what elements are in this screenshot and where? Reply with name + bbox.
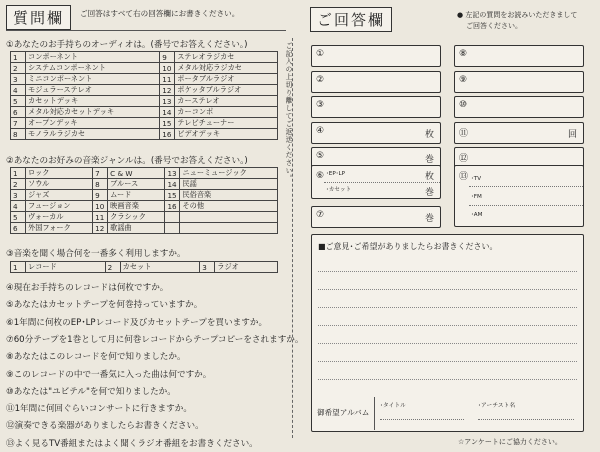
genre-options-table <box>10 167 278 234</box>
answer-number: ⑧ <box>459 49 468 59</box>
question-item: ④現在お手持ちのレコードは何枚ですか。 <box>6 283 169 293</box>
answer-box-13[interactable] <box>454 165 584 227</box>
box13-divider <box>469 186 583 187</box>
tapes-unit: 巻 <box>424 188 434 198</box>
option-number <box>165 223 180 234</box>
option-number: 9 <box>160 52 175 63</box>
option-label: ステレオラジカセ <box>175 52 278 63</box>
answer-box-7[interactable] <box>311 206 441 228</box>
option-label: ロック <box>26 168 93 179</box>
option-number: 1 <box>11 168 26 179</box>
option-label: ラジオ <box>215 262 278 273</box>
option-label: カーステレオ <box>175 96 278 107</box>
option-number: 4 <box>11 201 26 212</box>
option-label: ヴォーカル <box>26 212 93 223</box>
answer-number: ⑬ <box>459 172 469 182</box>
option-number: 9 <box>93 190 108 201</box>
option-label <box>180 223 278 234</box>
answer-box[interactable] <box>454 45 584 67</box>
option-label: メタル対応カセットデッキ <box>26 107 160 118</box>
answer-unit: 巻 <box>424 155 434 165</box>
option-number: 8 <box>93 179 108 190</box>
comments-title: ■ご意見･ご希望がありましたらお書きください。 <box>318 242 498 251</box>
answer-number: ⑦ <box>316 210 325 220</box>
question-2: ②あなたのお好みの音楽ジャンルは。(番号でお答えください。) <box>6 156 248 166</box>
question-1: ①あなたのお手持ちのオーディオは。(番号でお答えください。) <box>6 40 248 50</box>
tv-label: ･TV <box>471 176 482 182</box>
answer-number: ⑫ <box>459 154 469 164</box>
answer-unit: 巻 <box>424 214 434 224</box>
answer-box-6[interactable] <box>311 165 441 199</box>
option-number: 2 <box>105 262 120 273</box>
answer-number: ⑤ <box>316 151 325 161</box>
answer-box[interactable] <box>311 71 441 93</box>
option-label: カセットデッキ <box>26 96 160 107</box>
media-options-table <box>10 261 278 273</box>
question-item: ⑦60分テープを1巻として月に何巻レコードからテープコピーをされますか。 <box>6 334 304 345</box>
option-label: モジュラーステレオ <box>26 85 160 96</box>
option-number: 13 <box>160 96 175 107</box>
option-label: ミニコンポーネント <box>26 74 160 85</box>
option-label: 映画音楽 <box>108 201 165 212</box>
option-number: 3 <box>11 74 26 85</box>
answer-unit: 回 <box>567 129 577 140</box>
option-number: 12 <box>160 85 175 96</box>
answer-unit: 枚 <box>424 129 434 140</box>
option-label <box>180 212 278 223</box>
option-number: 13 <box>165 168 180 179</box>
option-label: その他 <box>180 201 278 212</box>
comments-box[interactable] <box>311 234 584 432</box>
option-label: ムード <box>108 190 165 201</box>
comment-line <box>318 325 577 326</box>
option-label: 歌謡曲 <box>108 223 165 234</box>
answer-number: ② <box>316 74 325 85</box>
option-number: 5 <box>11 96 26 107</box>
option-row <box>11 52 278 63</box>
answer-box[interactable] <box>311 96 441 118</box>
option-label: 民謡 <box>180 179 278 190</box>
option-number: 16 <box>165 201 180 212</box>
cassette-label: ･カセット <box>326 187 352 193</box>
option-number: 1 <box>11 262 26 273</box>
option-number: 7 <box>93 168 108 179</box>
comment-line <box>318 379 577 380</box>
option-row <box>11 212 278 223</box>
option-row <box>11 168 278 179</box>
option-row <box>11 96 278 107</box>
option-number: 12 <box>93 223 108 234</box>
answer-number: ⑨ <box>459 74 468 85</box>
option-label: テレビチューナー <box>175 118 278 129</box>
answer-box[interactable] <box>311 45 441 67</box>
option-number: 6 <box>11 107 26 118</box>
comment-line <box>318 361 577 362</box>
answer-number: ⑥ <box>316 171 325 181</box>
option-number: 11 <box>160 74 175 85</box>
option-number <box>165 212 180 223</box>
option-label: ポータブルラジオ <box>175 74 278 85</box>
answers-note-2: ご回答ください。 <box>466 22 522 30</box>
comment-line <box>318 343 577 344</box>
option-row <box>11 129 278 140</box>
am-label: ･AM <box>471 212 483 218</box>
question-3: ③音楽を聞く場合何を一番多く利用しますか。 <box>6 249 186 259</box>
records-unit: 枚 <box>424 172 434 182</box>
question-item: ⑬よく見るTV番組またはよく聞くラジオ番組をお書きください。 <box>6 438 258 449</box>
option-number: 2 <box>11 63 26 74</box>
answer-box[interactable] <box>454 122 584 144</box>
questions-title: 質問欄 <box>6 5 71 30</box>
option-label: フュージョン <box>26 201 93 212</box>
option-number: 3 <box>200 262 215 273</box>
option-number: 2 <box>11 179 26 190</box>
option-number: 10 <box>160 63 175 74</box>
option-label: 民俗音楽 <box>180 190 278 201</box>
cut-instruction: ご記入の上切り離してご返送ください。 <box>284 42 292 183</box>
box13-divider <box>469 205 583 206</box>
album-artist-line <box>478 419 574 420</box>
option-label: ソウル <box>26 179 93 190</box>
audio-options-table <box>10 51 278 140</box>
option-label: ポケッタブルラジオ <box>175 85 278 96</box>
option-label: クラシック <box>108 212 165 223</box>
answer-box[interactable] <box>311 122 441 144</box>
album-title-label: ･タイトル <box>380 403 406 409</box>
question-item: ⑨このレコードの中で一番気に入った曲は何ですか。 <box>6 369 212 380</box>
option-row <box>11 85 278 96</box>
option-row <box>11 118 278 129</box>
title-underline <box>6 30 286 31</box>
option-label: C & W <box>108 168 165 179</box>
option-row <box>11 63 278 74</box>
option-row <box>11 223 278 234</box>
question-item: ⑫演奏できる楽器がありましたらお書きください。 <box>6 421 204 432</box>
question-item: ⑪1年間に何回ぐらいコンサートに行きますか。 <box>6 404 192 415</box>
answer-number: ⑪ <box>459 128 469 139</box>
option-label: レコード <box>26 262 106 273</box>
option-number: 14 <box>160 107 175 118</box>
option-label: モノラルラジカセ <box>26 129 160 140</box>
option-label: カーコンポ <box>175 107 278 118</box>
option-number: 15 <box>165 190 180 201</box>
option-number: 11 <box>93 212 108 223</box>
option-number: 5 <box>11 212 26 223</box>
answer-number: ③ <box>316 100 325 110</box>
option-row <box>11 262 278 273</box>
fm-label: ･FM <box>471 194 482 200</box>
question-item: ⑧あなたはこのレコードを何で知りましたか。 <box>6 352 186 363</box>
option-label: メタル対応ラジカセ <box>175 63 278 74</box>
option-number: 1 <box>11 52 26 63</box>
option-number: 4 <box>11 85 26 96</box>
option-label: ビデオデッキ <box>175 129 278 140</box>
question-item: ⑥1年間に何枚のEP･LPレコード及びカセットテープを買いますか。 <box>6 317 268 328</box>
option-label: ブルース <box>108 179 165 190</box>
answer-number: ⑩ <box>459 100 468 110</box>
question-item: ⑤あなたはカセットテープを何巻持っていますか。 <box>6 300 203 311</box>
answers-note-1: ● 左記の質問をお読みいただきまして <box>457 11 578 19</box>
album-title-line <box>380 419 464 420</box>
option-label: オープンデッキ <box>26 118 160 129</box>
comment-line <box>318 289 577 290</box>
album-artist-label: ･アーチスト名 <box>478 403 516 409</box>
option-number: 14 <box>165 179 180 190</box>
option-row <box>11 190 278 201</box>
option-row <box>11 179 278 190</box>
option-number: 8 <box>11 129 26 140</box>
box6-divider <box>324 182 440 183</box>
option-number: 3 <box>11 190 26 201</box>
ep-lp-label: ･EP･LP <box>326 171 345 177</box>
option-number: 7 <box>11 118 26 129</box>
option-row <box>11 107 278 118</box>
option-label: ジャズ <box>26 190 93 201</box>
option-label: カセット <box>120 262 200 273</box>
answer-number: ④ <box>316 125 325 136</box>
comment-line <box>318 271 577 272</box>
question-item: ⑩あなたは"ユビテル"を何で知りましたか。 <box>6 386 176 397</box>
answers-title: ご回答欄 <box>310 7 392 32</box>
option-label: ニューミュージック <box>180 168 278 179</box>
instruction-text: ご回答はすべて右の回答欄にお書きください。 <box>80 9 240 18</box>
comment-line <box>318 307 577 308</box>
option-label: コンポーネント <box>26 52 160 63</box>
answer-box[interactable] <box>454 71 584 93</box>
option-number: 15 <box>160 118 175 129</box>
footer-note: ☆アンケートにご協力ください。 <box>458 438 562 446</box>
answer-box[interactable] <box>454 96 584 118</box>
option-label: システムコンポーネント <box>26 63 160 74</box>
option-row <box>11 201 278 212</box>
answer-number: ① <box>316 49 325 59</box>
album-divider <box>374 397 375 430</box>
album-label: 御希望アルバム <box>317 408 370 417</box>
option-number: 10 <box>93 201 108 212</box>
option-row <box>11 74 278 85</box>
option-number: 16 <box>160 129 175 140</box>
option-label: 外国フォーク <box>26 223 93 234</box>
option-number: 6 <box>11 223 26 234</box>
